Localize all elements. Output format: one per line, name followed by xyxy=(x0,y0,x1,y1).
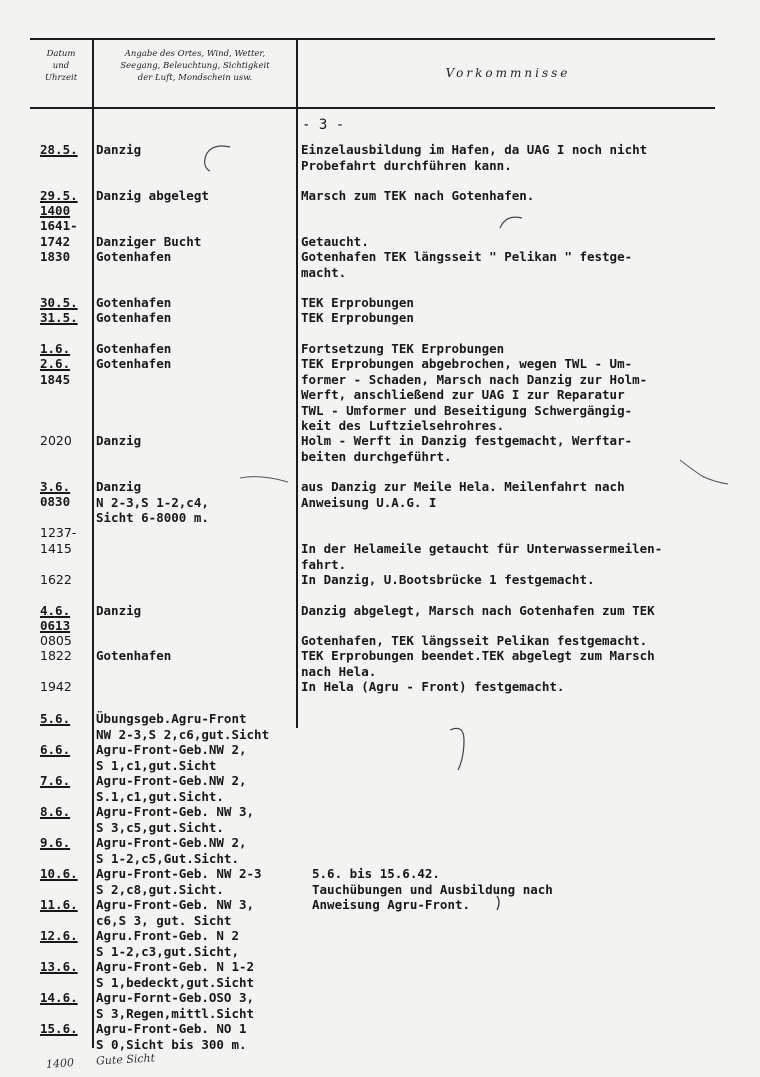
entry-date: 28.5. xyxy=(40,142,78,157)
entry-date: 1822 xyxy=(40,648,72,663)
handwritten-note: Gute Sicht xyxy=(95,1051,156,1068)
header-ort-line: Seegang, Beleuchtung, Sichtigkeit xyxy=(120,61,270,71)
entry-place: Agru-Front-Geb.NW 2, xyxy=(96,835,247,850)
entry-date: 30.5. xyxy=(40,295,78,310)
entry-place: S 3,Regen,mittl.Sicht xyxy=(96,1005,255,1021)
entry-place: Gotenhafen xyxy=(96,341,172,356)
entry-place: Sicht 6-8000 m. xyxy=(96,510,209,525)
entry-date: 8.6. xyxy=(40,804,71,819)
header-ort-line: der Luft, Mondschein usw. xyxy=(137,73,253,83)
entry-date: 3.6. xyxy=(40,479,71,494)
entry-date: 1830 xyxy=(40,249,71,264)
entry-place: S 1,bedeckt,gut.Sicht xyxy=(96,974,255,990)
entry-place: Agru-Fornt-Geb.OSO 3, xyxy=(96,990,255,1005)
entry-text: beiten durchgeführt. xyxy=(301,448,452,464)
entry-place: Gotenhafen xyxy=(96,249,172,264)
entry-date: 1237- xyxy=(40,525,77,540)
entry-place: Gotenhafen xyxy=(96,310,172,325)
entry-place: Übungsgeb.Agru-Front xyxy=(96,711,247,726)
entry-place: S 0,Sicht bis 300 m. xyxy=(96,1036,247,1052)
entry-date: 11.6. xyxy=(40,897,78,912)
entry-place: NW 2-3,S 2,c6,gut.Sicht xyxy=(96,726,270,742)
entry-date: 1400 xyxy=(40,203,71,218)
header-vorkommnisse: Vorkommnisse xyxy=(445,66,571,80)
entry-text: Danzig abgelegt, Marsch nach Gotenhafen zum TEK xyxy=(301,603,655,618)
entry-place: Agru-Front-Geb. NO 1 xyxy=(96,1021,247,1036)
summary-line: 5.6. bis 15.6.42. xyxy=(312,866,440,881)
entry-date: 31.5. xyxy=(40,310,78,325)
entry-text: keit des Luftzielsehrohres. xyxy=(301,418,505,433)
entry-text: fahrt. xyxy=(301,556,347,572)
entry-text: aus Danzig zur Meile Hela. Meilenfahrt nach xyxy=(301,479,625,494)
entry-place: Danzig xyxy=(96,603,142,618)
entry-date: 13.6. xyxy=(40,959,78,974)
entry-date: 9.6. xyxy=(40,835,71,850)
entry-text: TEK Erprobungen xyxy=(301,310,414,325)
handwritten-time: 1400 xyxy=(45,1056,75,1071)
entry-place: c6,S 3, gut. Sicht xyxy=(96,912,232,928)
entry-date: 5.6. xyxy=(40,711,71,726)
entry-place: Danzig abgelegt xyxy=(96,188,209,203)
entry-place: Danzig xyxy=(96,142,142,157)
entry-place: S 1-2,c3,gut.Sicht, xyxy=(96,943,239,959)
entry-text: Getaucht. xyxy=(301,234,369,249)
entry-date: 0830 xyxy=(40,494,71,509)
entry-text: TEK Erprobungen abgebrochen, wegen TWL - Um- xyxy=(301,356,633,371)
entry-place: Agru-Front-Geb. NW 2-3 xyxy=(96,866,262,881)
header-datum-line: Datum xyxy=(46,49,76,59)
entry-date: 29.5. xyxy=(40,188,78,203)
summary-line: Tauchübungen und Ausbildung nach xyxy=(312,881,553,897)
entry-text: Gotenhafen, TEK längsseit Pelikan festgemacht. xyxy=(301,633,648,648)
entry-place: Agru-Front-Geb. NW 3, xyxy=(96,897,255,912)
entry-place: S.1,c1,gut.Sicht. xyxy=(96,788,224,804)
summary-line: Anweisung Agru-Front. xyxy=(312,897,471,912)
entry-place: Gotenhafen xyxy=(96,295,172,310)
entry-text: Holm - Werft in Danzig festgemacht, Werftar- xyxy=(301,433,633,448)
entry-date: 7.6. xyxy=(40,773,71,788)
entry-place: N 2-3,S 1-2,c4, xyxy=(96,494,209,510)
entry-date: 14.6. xyxy=(40,990,78,1005)
header-datum-line: und xyxy=(52,61,70,71)
entry-text: Marsch zum TEK nach Gotenhafen. xyxy=(301,188,535,203)
entry-date: 15.6. xyxy=(40,1021,78,1036)
entry-text: In Danzig, U.Bootsbrücke 1 festgemacht. xyxy=(301,572,595,587)
entry-text: macht. xyxy=(301,264,347,280)
entry-place: Danziger Bucht xyxy=(96,234,202,249)
entry-date: 1.6. xyxy=(40,341,71,356)
entry-date: 1641- xyxy=(40,218,78,233)
entry-text: nach Hela. xyxy=(301,663,377,679)
entry-date: 6.6. xyxy=(40,742,71,757)
entry-text: In Hela (Agru - Front) festgemacht. xyxy=(301,679,565,694)
entry-date: 1415 xyxy=(40,541,72,556)
entry-date: 1742 xyxy=(40,234,71,249)
entry-place: Agru-Front-Geb. N 1-2 xyxy=(96,959,255,974)
entry-date: 10.6. xyxy=(40,866,78,881)
entry-place: Danzig xyxy=(96,433,142,448)
entry-date: 2020 xyxy=(40,433,72,448)
entry-place: S 1-2,c5,Gut.Sicht. xyxy=(96,850,239,866)
entry-place: Agru-Front-Geb.NW 2, xyxy=(96,773,247,788)
entry-text: TEK Erprobungen xyxy=(301,295,414,310)
entry-text: former - Schaden, Marsch nach Danzig zur Holm- xyxy=(301,371,648,387)
entry-date: 12.6. xyxy=(40,928,78,943)
entry-text: Gotenhafen TEK längsseit " Pelikan " festge- xyxy=(301,249,633,264)
entry-text: TWL - Umformer und Beseitigung Schwergängig- xyxy=(301,402,633,418)
entry-text: TEK Erprobungen beendet.TEK abgelegt zum Marsch xyxy=(301,648,655,663)
entry-place: Agru-Front-Geb.NW 2, xyxy=(96,742,247,757)
entry-date: 1845 xyxy=(40,372,71,387)
entry-text: Anweisung U.A.G. I xyxy=(301,494,437,510)
entry-place: S 1,c1,gut.Sicht xyxy=(96,757,217,773)
entry-text: Einzelausbildung im Hafen, da UAG I noch nicht xyxy=(301,142,648,157)
page-number: - 3 - xyxy=(302,117,345,133)
entry-text: Fortsetzung TEK Erprobungen xyxy=(301,341,505,356)
header-datum-line: Uhrzeit xyxy=(44,73,78,83)
entry-place: Gotenhafen xyxy=(96,648,172,663)
entry-text: In der Helameile getaucht für Unterwassermeilen- xyxy=(301,541,663,556)
entry-date: 1942 xyxy=(40,679,72,694)
entry-place: Gotenhafen xyxy=(96,356,172,371)
entry-text: Werft, anschließend zur UAG I zur Reparatur xyxy=(301,387,625,402)
entry-date: 0613 xyxy=(40,618,71,633)
entry-place: Agru.Front-Geb. N 2 xyxy=(96,928,239,943)
entry-place: S 3,c5,gut.Sicht. xyxy=(96,819,224,835)
entry-place: S 2,c8,gut.Sicht. xyxy=(96,881,224,897)
entry-date: 1622 xyxy=(40,572,72,587)
entry-date: 2.6. xyxy=(40,356,71,371)
entry-text: Probefahrt durchführen kann. xyxy=(301,157,512,173)
entry-date: 0805 xyxy=(40,633,72,648)
entry-place: Danzig xyxy=(96,479,142,494)
entry-place: Agru-Front-Geb. NW 3, xyxy=(96,804,255,819)
header-ort-line: Angabe des Ortes, Wind, Wetter, xyxy=(124,49,266,59)
entry-date: 4.6. xyxy=(40,603,71,618)
